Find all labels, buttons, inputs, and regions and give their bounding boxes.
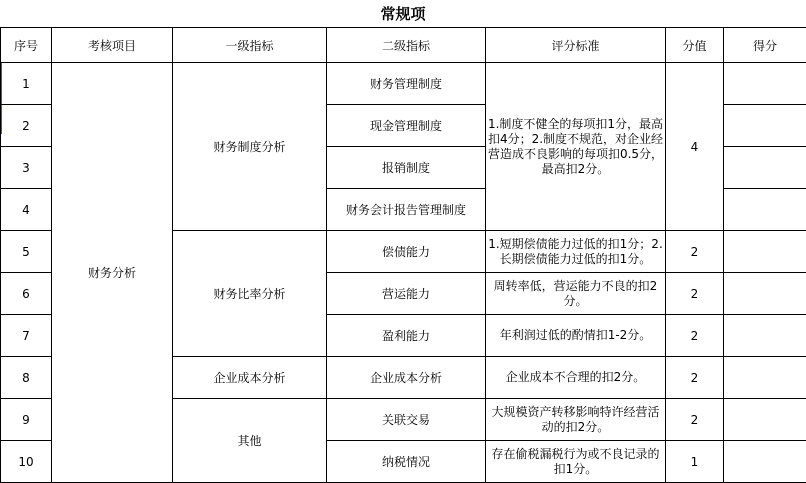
cell-score[interactable]: 1 <box>666 441 724 483</box>
cell-got[interactable] <box>724 315 806 357</box>
cell-criteria[interactable]: 年利润过低的酌情扣1-2分。 <box>486 315 666 357</box>
header-level1[interactable]: 一级指标 <box>173 28 327 63</box>
cell-criteria[interactable]: 1.短期偿债能力过低的扣1分；2.长期偿债能力过低的扣1分。 <box>486 231 666 273</box>
cell-level2[interactable]: 偿债能力 <box>327 231 486 273</box>
cell-seq[interactable]: 10 <box>1 441 52 483</box>
cell-level2[interactable]: 盈利能力 <box>327 315 486 357</box>
cell-level1-group4[interactable]: 其他 <box>173 399 327 483</box>
sheet-title: 常规项 <box>0 0 806 28</box>
cell-score[interactable]: 2 <box>666 231 724 273</box>
header-level2[interactable]: 二级指标 <box>327 28 486 63</box>
cell-score[interactable]: 2 <box>666 315 724 357</box>
header-row <box>1 28 806 63</box>
cell-level2[interactable]: 营运能力 <box>327 273 486 315</box>
cell-got[interactable] <box>724 231 806 273</box>
cell-got[interactable] <box>724 273 806 315</box>
cell-seq[interactable]: 4 <box>1 189 52 231</box>
cell-level2[interactable]: 报销制度 <box>327 147 486 189</box>
table-row <box>1 63 806 105</box>
cell-seq[interactable]: 6 <box>1 273 52 315</box>
cell-level1[interactable]: 企业成本分析 <box>173 357 327 399</box>
evaluation-table <box>0 27 806 483</box>
cell-score[interactable]: 2 <box>666 357 724 399</box>
cell-criteria[interactable]: 大规模资产转移影响特许经营活动的扣2分。 <box>486 399 666 441</box>
cell-criteria[interactable]: 周转率低，营运能力不良的扣2分。 <box>486 273 666 315</box>
cell-level2[interactable]: 纳税情况 <box>327 441 486 483</box>
header-got[interactable]: 得分 <box>724 28 806 63</box>
cell-seq[interactable]: 2 <box>1 105 52 147</box>
header-score[interactable]: 分值 <box>666 28 724 63</box>
cell-level2[interactable]: 财务会计报告管理制度 <box>327 189 486 231</box>
cell-score-group1[interactable]: 4 <box>666 63 724 231</box>
cell-level1-group1[interactable]: 财务制度分析 <box>173 63 327 231</box>
cell-level1-group2[interactable]: 财务比率分析 <box>173 231 327 357</box>
cell-got[interactable] <box>724 399 806 441</box>
cell-got[interactable] <box>724 63 806 105</box>
cell-seq[interactable]: 9 <box>1 399 52 441</box>
cell-seq[interactable]: 8 <box>1 357 52 399</box>
cell-level2[interactable]: 现金管理制度 <box>327 105 486 147</box>
cell-score[interactable]: 2 <box>666 273 724 315</box>
cell-got[interactable] <box>724 105 806 147</box>
cell-item-merged[interactable]: 财务分析 <box>52 63 173 483</box>
cell-level2[interactable]: 财务管理制度 <box>327 63 486 105</box>
cell-seq[interactable]: 1 <box>1 63 52 105</box>
cell-score[interactable]: 2 <box>666 399 724 441</box>
cell-criteria[interactable]: 存在偷税漏税行为或不良记录的扣1分。 <box>486 441 666 483</box>
cell-level2[interactable]: 企业成本分析 <box>327 357 486 399</box>
cell-level2[interactable]: 关联交易 <box>327 399 486 441</box>
cell-got[interactable] <box>724 441 806 483</box>
cell-criteria[interactable]: 企业成本不合理的扣2分。 <box>486 357 666 399</box>
header-criteria[interactable]: 评分标准 <box>486 28 666 63</box>
cell-seq[interactable]: 3 <box>1 147 52 189</box>
header-item[interactable]: 考核项目 <box>52 28 173 63</box>
cell-got[interactable] <box>724 147 806 189</box>
cell-got[interactable] <box>724 357 806 399</box>
cell-seq[interactable]: 7 <box>1 315 52 357</box>
cell-criteria-group1[interactable]: 1.制度不健全的每项扣1分，最高扣4分；2.制度不规范，对企业经营造成不良影响的每项扣0.5分，最高扣2分。 <box>486 63 666 231</box>
header-seq[interactable]: 序号 <box>1 28 52 63</box>
cell-got[interactable] <box>724 189 806 231</box>
cell-seq[interactable]: 5 <box>1 231 52 273</box>
